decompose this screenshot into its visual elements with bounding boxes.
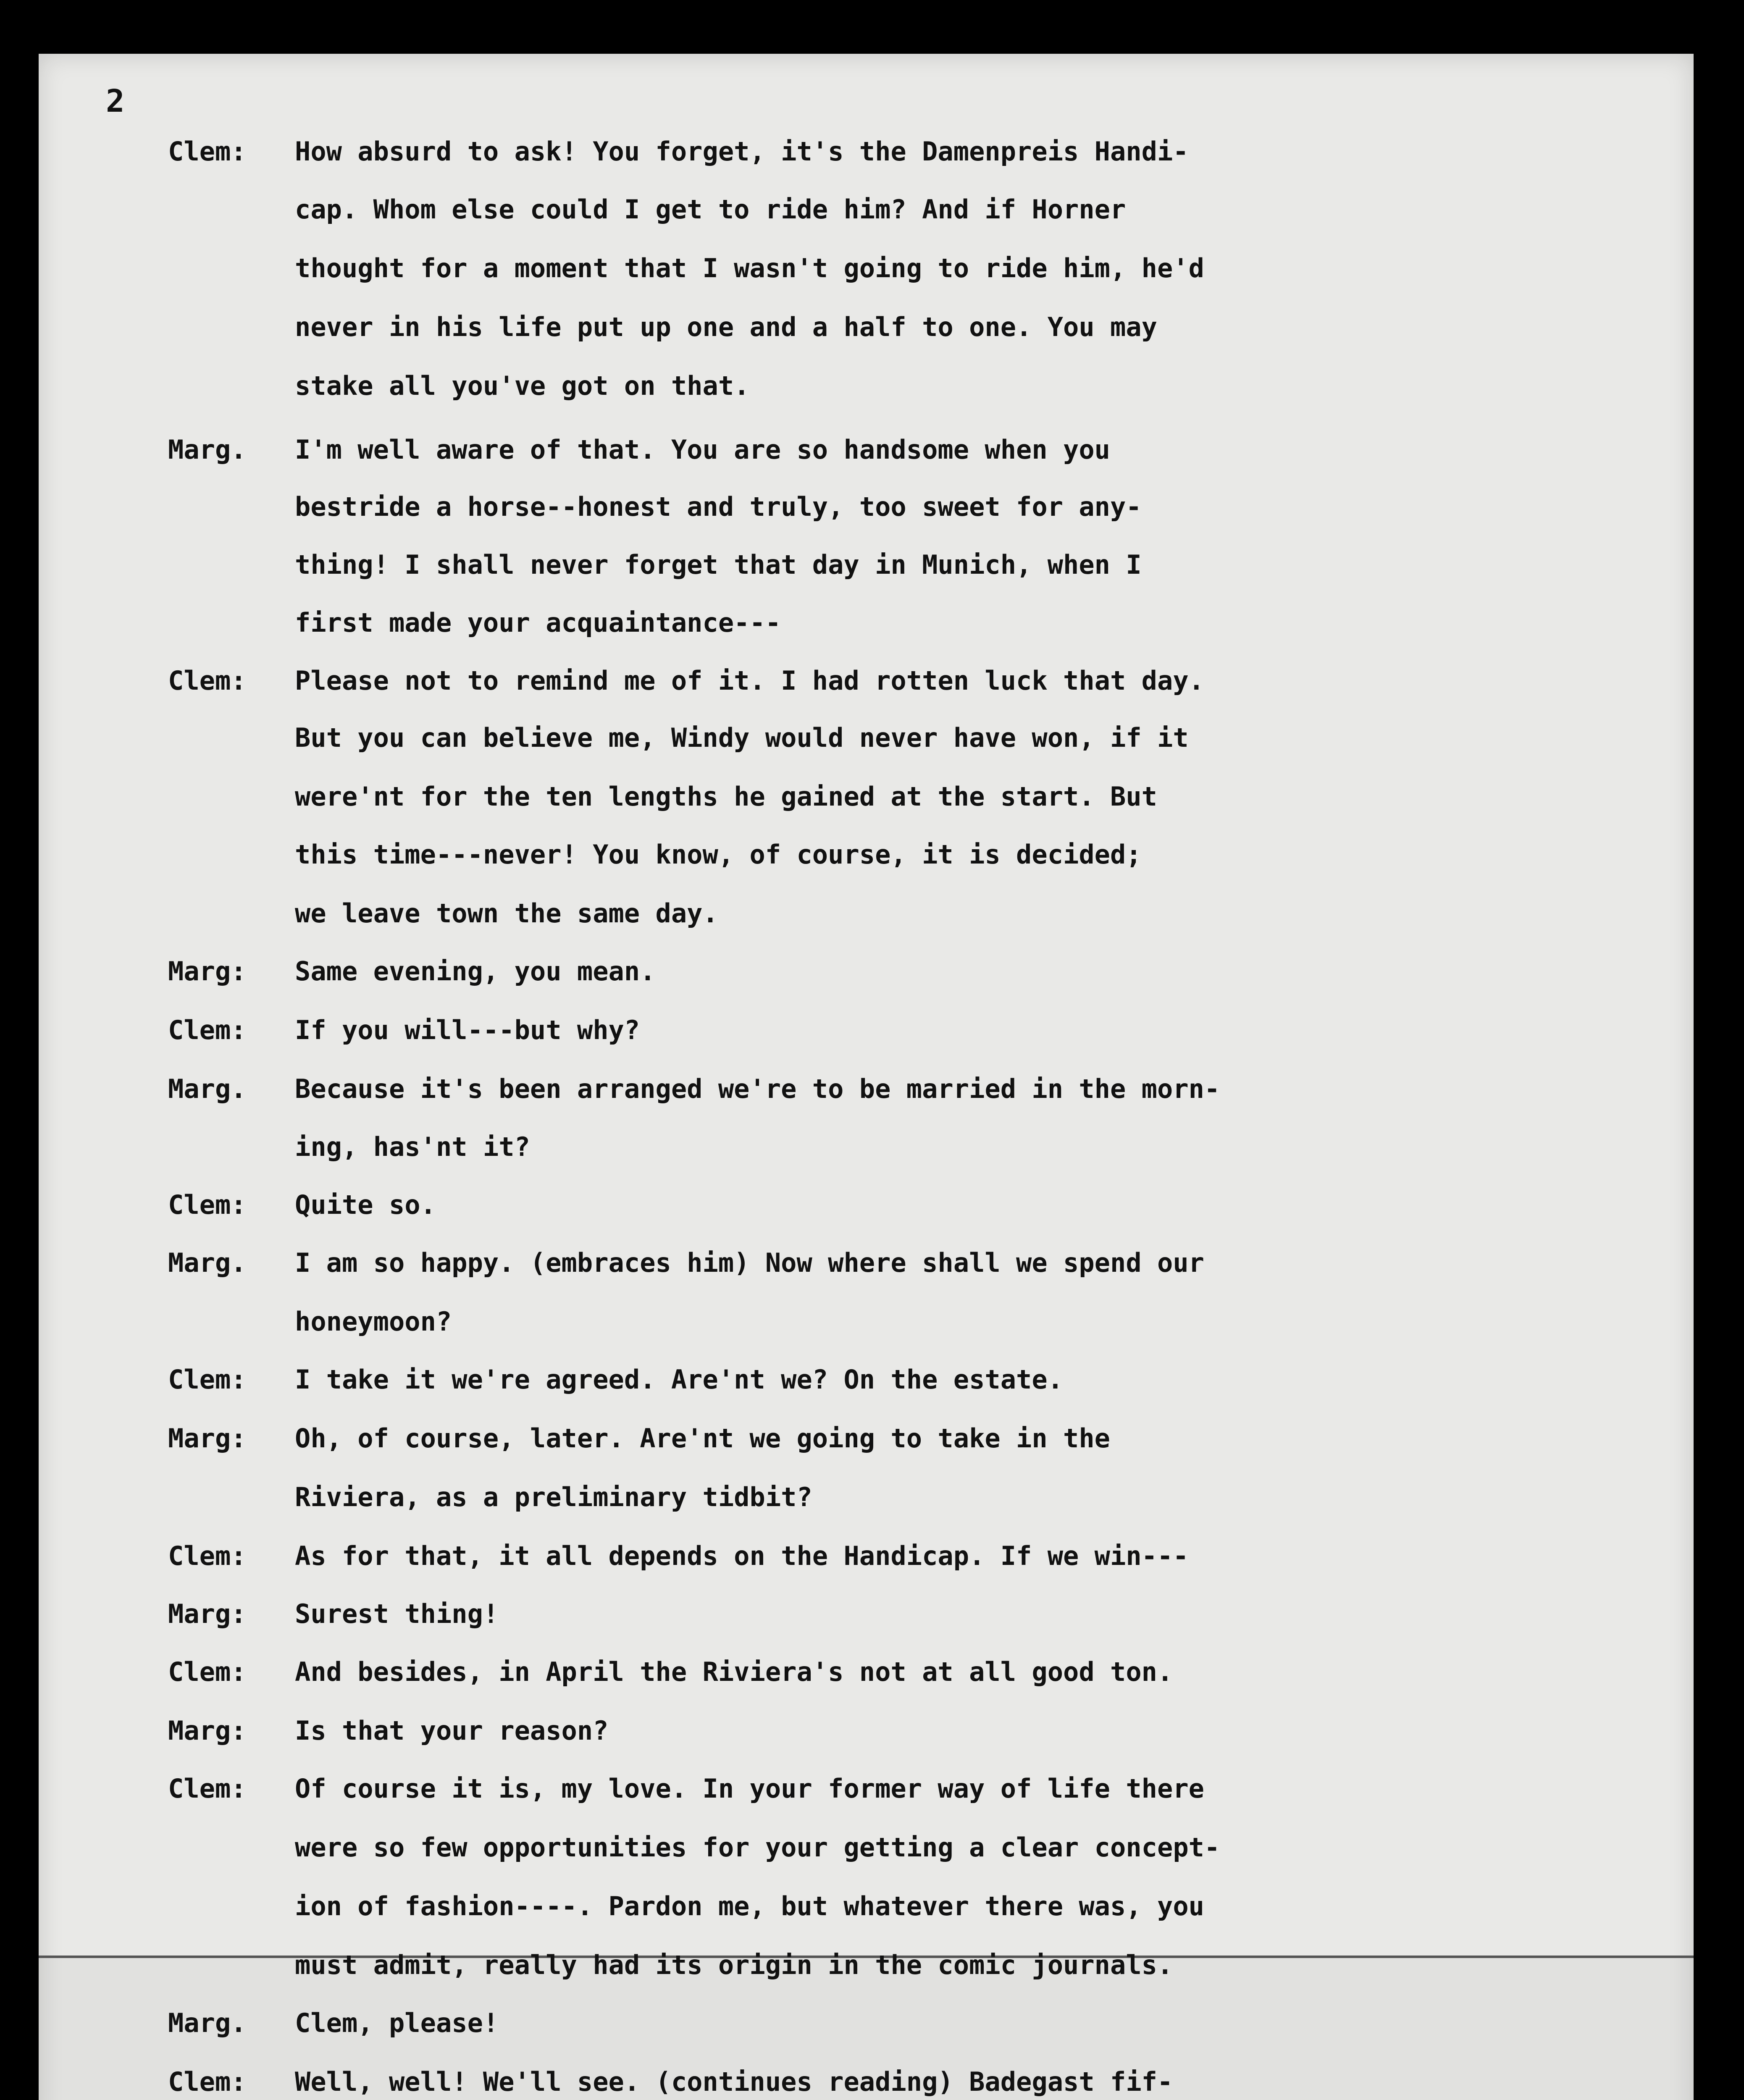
dialogue-line: ion of fashion----. Pardon me, but whatever there was, you: [295, 1891, 1204, 1922]
dialogue-line: this time---never! You know, of course, it is decided;: [295, 839, 1142, 870]
page-number: 2: [106, 83, 125, 119]
speaker-label: Clem:: [168, 136, 247, 167]
dialogue-line: I'm well aware of that. You are so handsome when you: [295, 434, 1111, 465]
dialogue-line: Well, well! We'll see. (continues reading) Badegast fif-: [295, 2066, 1173, 2097]
dialogue-line: thought for a moment that I wasn't going to ride him, he'd: [295, 253, 1204, 284]
dialogue-line: bestride a horse--honest and truly, too sweet for any-: [295, 491, 1142, 522]
dialogue-line: I take it we're agreed. Are'nt we? On the estate.: [295, 1364, 1064, 1395]
dialogue-line: first made your acquaintance---: [295, 607, 781, 638]
speaker-label: Marg.: [168, 1074, 247, 1104]
dialogue-line: stake all you've got on that.: [295, 370, 750, 401]
dialogue-line: honeymoon?: [295, 1306, 452, 1337]
dialogue-line: cap. Whom else could I get to ride him? And if Horner: [295, 194, 1126, 225]
dialogue-line: were so few opportunities for your getting a clear concept-: [295, 1832, 1220, 1863]
speaker-label: Clem:: [168, 665, 247, 696]
speaker-label: Marg.: [168, 2008, 247, 2038]
speaker-label: Marg.: [168, 434, 247, 465]
dialogue-line: Same evening, you mean.: [295, 956, 656, 987]
speaker-label: Clem:: [168, 1541, 247, 1571]
speaker-label: Clem:: [168, 1015, 247, 1045]
dialogue-line: Surest thing!: [295, 1599, 499, 1629]
dialogue-line: Clem, please!: [295, 2008, 499, 2038]
speaker-label: Clem:: [168, 1364, 247, 1395]
dialogue-line: must admit, really had its origin in the comic journals.: [295, 1950, 1173, 1980]
dialogue-line: Is that your reason?: [295, 1715, 609, 1746]
speaker-label: Marg:: [168, 956, 247, 987]
dialogue-line: Of course it is, my love. In your former way of life there: [295, 1773, 1204, 1804]
dialogue-line: Riviera, as a preliminary tidbit?: [295, 1482, 812, 1512]
dialogue-line: If you will---but why?: [295, 1015, 640, 1045]
dialogue-line: Quite so.: [295, 1189, 436, 1220]
speaker-label: Marg:: [168, 1599, 247, 1629]
speaker-label: Marg.: [168, 1247, 247, 1278]
dialogue-line: I am so happy. (embraces him) Now where shall we spend our: [295, 1247, 1204, 1278]
speaker-label: Clem:: [168, 1773, 247, 1804]
dialogue-line: Because it's been arranged we're to be married in the morn-: [295, 1074, 1220, 1104]
speaker-label: Marg:: [168, 1423, 247, 1454]
dialogue-line: How absurd to ask! You forget, it's the Damenpreis Handi-: [295, 136, 1189, 167]
dialogue-line: were'nt for the ten lengths he gained at the start. But: [295, 781, 1157, 812]
dialogue-line: And besides, in April the Riviera's not at all good ton.: [295, 1656, 1173, 1687]
dialogue-line: Oh, of course, later. Are'nt we going to take in the: [295, 1423, 1111, 1454]
dialogue-line: never in his life put up one and a half to one. You may: [295, 312, 1157, 342]
dialogue-line: we leave town the same day.: [295, 898, 718, 929]
typewritten-page: [39, 54, 1694, 2100]
speaker-label: Clem:: [168, 1189, 247, 1220]
speaker-label: Clem:: [168, 2066, 247, 2097]
dialogue-line: thing! I shall never forget that day in Munich, when I: [295, 549, 1142, 580]
dialogue-line: Please not to remind me of it. I had rotten luck that day.: [295, 665, 1204, 696]
speaker-label: Marg:: [168, 1715, 247, 1746]
speaker-label: Clem:: [168, 1656, 247, 1687]
dialogue-line: As for that, it all depends on the Handicap. If we win---: [295, 1541, 1189, 1571]
dialogue-line: But you can believe me, Windy would never have won, if it: [295, 722, 1189, 753]
dialogue-line: ing, has'nt it?: [295, 1131, 530, 1162]
